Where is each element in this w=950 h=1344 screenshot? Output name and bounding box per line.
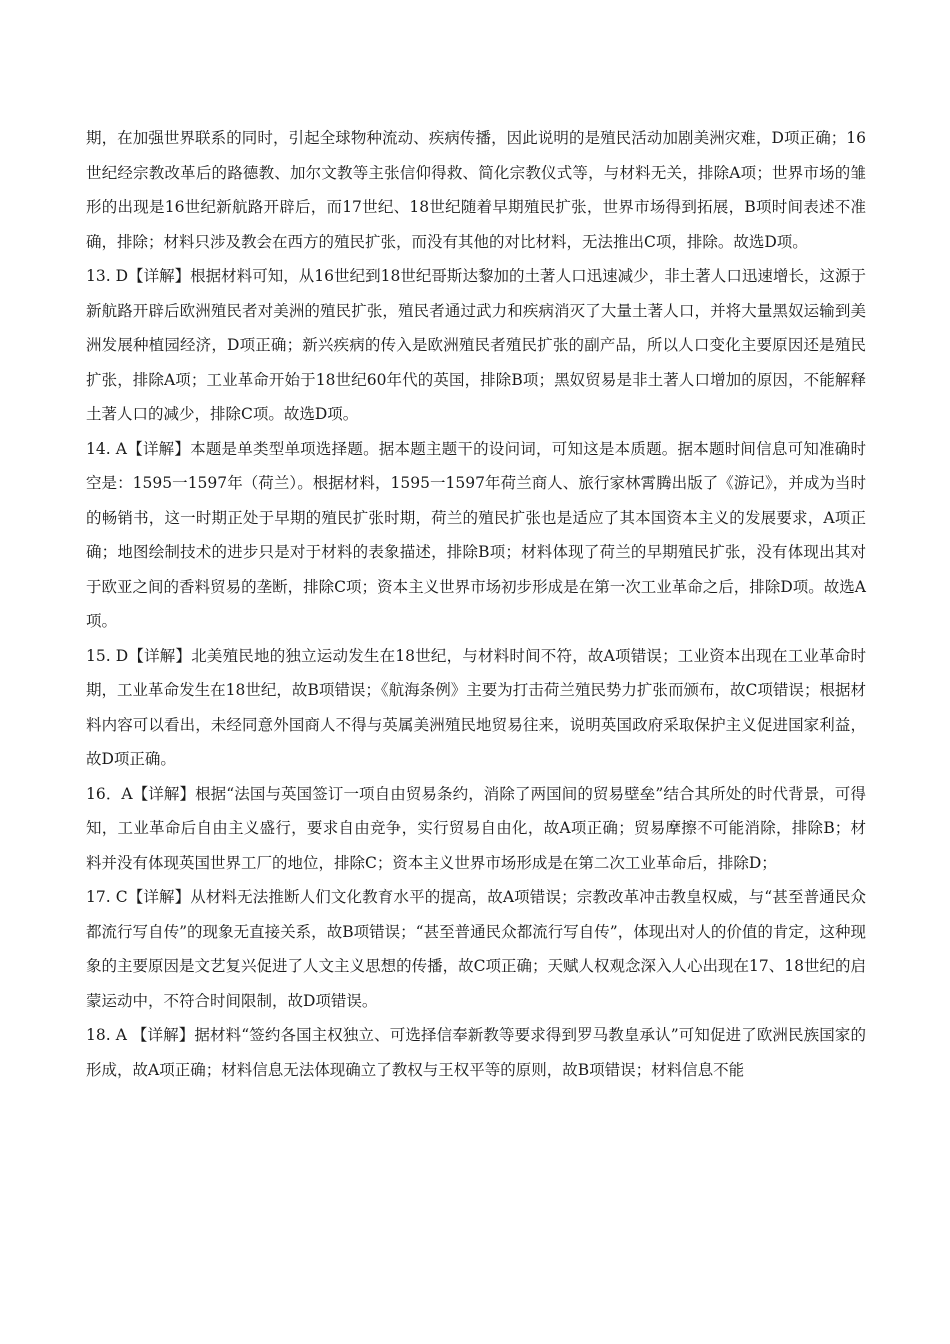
paragraph-continuation: 期，在加强世界联系的同时，引起全球物种流动、疾病传播，因此说明的是殖民活动加剧美洲灾难，D项正确；16世纪经宗教改革后的路德教、加尔文教等主张信仰得救、简化宗教仪式等，与材料无关，排除A项；世界市场的雏形的出现是16世纪新航路开辟后，而17世纪、18世纪随着早期殖民扩张，世界市场得到拓展，B项时间表述不准确，排除；材料只涉及教会在西方的殖民扩张，而没有其他的对比材料，无法推出C项，排除。故选D项。 bbox=[86, 129, 866, 251]
answer-15: 15. D【详解】北美殖民地的独立运动发生在18世纪，与材料时间不符，故A项错误；工业资本出现在工业革命时期，工业革命发生在18世纪，故B项错误；《航海条例》主要为打击荷兰殖民势力扩张而颁布，故C项错误；根据材料内容可以看出，未经同意外国商人不得与英属美洲殖民地贸易往来，说明英国政府采取保护主义促进国家利益，故D项正确。 bbox=[86, 646, 866, 768]
answer-16: 16．A【详解】根据“法国与英国签订一项自由贸易条约，消除了两国间的贸易壁垒”结合其所处的时代背景，可得知，工业革命后自由主义盛行，要求自由竞争，实行贸易自由化，故A项正确；贸易摩擦不可能消除，排除B；材料并没有体现英国世界工厂的地位，排除C；资本主义世界市场形成是在第二次工业革命后，排除D； bbox=[86, 784, 866, 872]
answer-18: 18. A 【详解】据材料“签约各国主权独立、可选择信奉新教等要求得到罗马教皇承认”可知促进了欧洲民族国家的形成，故A项正确；材料信息无法体现确立了教权与王权平等的原则，故B项错误；材料信息不能 bbox=[86, 1026, 866, 1079]
answer-13: 13. D【详解】根据材料可知，从16世纪到18世纪哥斯达黎加的土著人口迅速减少，非土著人口迅速增长，这源于新航路开辟后欧洲殖民者对美洲的殖民扩张，殖民者通过武力和疾病消灭了大量土著人口，并将大量黑奴运输到美洲发展种植园经济，D项正确；新兴疾病的传入是欧洲殖民者殖民扩张的副产品，所以人口变化主要原因还是殖民扩张，排除A项；工业革命开始于18世纪60年代的英国，排除B项；黑奴贸易是非土著人口增加的原因，不能解释土著人口的减少，排除C项。故选D项。 bbox=[86, 267, 866, 423]
document-body bbox=[86, 121, 866, 1087]
answer-14: 14. A【详解】本题是单类型单项选择题。据本题主题干的设问词，可知这是本质题。据本题时间信息可知准确时空是：1595一1597年（荷兰）。根据材料，1595一1597年荷兰商人、旅行家林霄腾出版了《游记》，并成为当时的畅销书，这一时期正处于早期的殖民扩张时期，荷兰的殖民扩张也是适应了其本国资本主义的发展要求，A项正确；地图绘制技术的进步只是对于材料的表象描述，排除B项；材料体现了荷兰的早期殖民扩张，没有体现出其对于欧亚之间的香料贸易的垄断，排除C项；资本主义世界市场初步形成是在第一次工业革命之后，排除D项。故选A项。 bbox=[86, 439, 866, 630]
answer-17: 17. C【详解】从材料无法推断人们文化教育水平的提高，故A项错误；宗教改革冲击教皇权威，与“甚至普通民众都流行写自传”的现象无直接关系，故B项错误；“甚至普通民众都流行写自传”，体现出对人的价值的肯定，这种现象的主要原因是文艺复兴促进了人文主义思想的传播，故C项正确；天赋人权观念深入人心出现在17、18世纪的启蒙运动中，不符合时间限制，故D项错误。 bbox=[86, 888, 866, 1010]
